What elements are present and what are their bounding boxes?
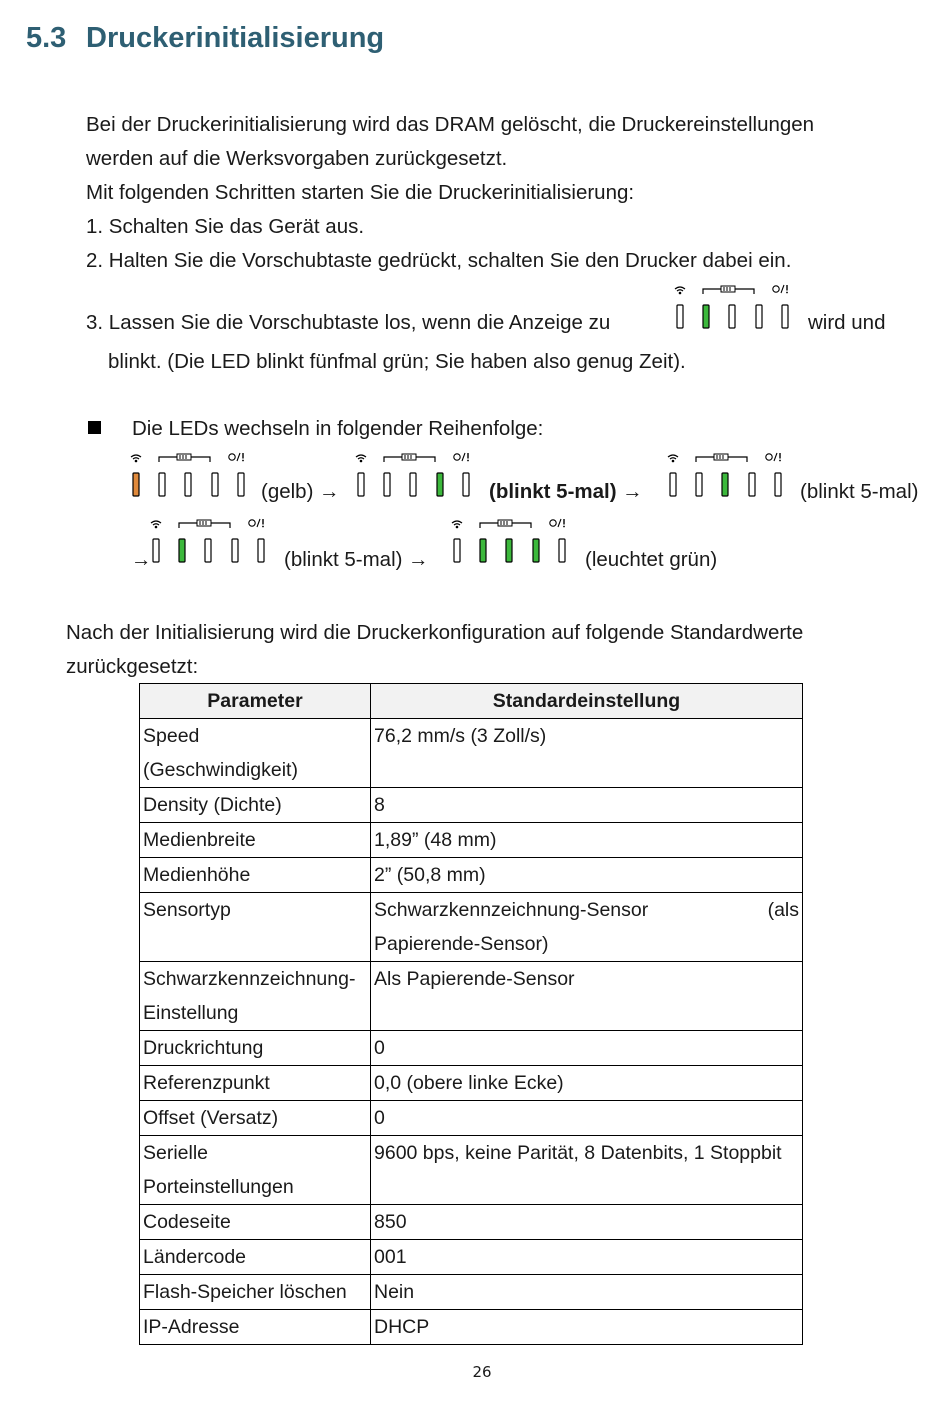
led-off xyxy=(153,539,159,562)
led-off xyxy=(232,539,238,562)
value-cell: 1,89” (48 mm) xyxy=(371,823,803,858)
battery-icon xyxy=(480,520,531,528)
header-parameter: Parameter xyxy=(140,684,371,719)
led-panel-seq-4 xyxy=(148,518,268,568)
value-cell: 0,0 (obere linke Ecke) xyxy=(371,1066,803,1101)
led-green xyxy=(703,305,709,328)
wifi-icon xyxy=(356,455,366,462)
table-row xyxy=(140,719,803,788)
section-number: 5.3 xyxy=(26,22,67,54)
value-cell: 8 xyxy=(371,788,803,823)
led-off xyxy=(677,305,683,328)
param-cell: Schwarzkennzeichnung- Einstellung xyxy=(140,962,371,1031)
intro-line-3: Mit folgenden Schritten starten Sie die Druckerinitialisierung: xyxy=(86,181,635,204)
seq-label-1: (gelb) → xyxy=(261,480,340,503)
led-off xyxy=(670,473,676,496)
value-cell: 0 xyxy=(371,1031,803,1066)
param-cell: Codeseite xyxy=(140,1205,371,1240)
battery-icon xyxy=(696,454,747,462)
led-green xyxy=(480,539,486,562)
table-row xyxy=(140,1205,803,1240)
battery-icon xyxy=(384,454,435,462)
wifi-icon xyxy=(131,455,141,462)
led-off xyxy=(238,473,244,496)
led-off xyxy=(782,305,788,328)
led-off xyxy=(358,473,364,496)
after-line-1: Nach der Initialisierung wird die Druckerkonfiguration auf folgende Standardwerte xyxy=(66,621,804,644)
step-3-continued: blinkt. (Die LED blinkt fünfmal grün; Sie haben also genug Zeit). xyxy=(108,350,686,373)
section-heading xyxy=(26,22,384,55)
value-cell: 2” (50,8 mm) xyxy=(371,858,803,893)
led-green xyxy=(722,473,728,496)
value-cell: 0 xyxy=(371,1101,803,1136)
value-cell: Als Papierende-Sensor xyxy=(371,962,803,1031)
led-panel-seq-5 xyxy=(449,518,569,568)
value-cell: Nein xyxy=(371,1275,803,1310)
intro-line-1: Bei der Druckerinitialisierung wird das DRAM gelöscht, die Druckereinstellungen xyxy=(86,113,815,136)
led-green xyxy=(437,473,443,496)
table-row xyxy=(140,1275,803,1310)
page-number: 26 xyxy=(472,1363,492,1381)
value-cell: 9600 bps, keine Parität, 8 Datenbits, 1 Stoppbit xyxy=(371,1136,803,1205)
param-cell: Medienhöhe xyxy=(140,858,371,893)
table-row xyxy=(140,1136,803,1205)
table-row xyxy=(140,1240,803,1275)
intro-line-2: werden auf die Werksvorgaben zurückgesetzt. xyxy=(86,147,508,170)
led-off xyxy=(205,539,211,562)
step-1: 1. Schalten Sie das Gerät aus. xyxy=(86,215,365,238)
param-cell: Referenzpunkt xyxy=(140,1066,371,1101)
table-row xyxy=(140,858,803,893)
table-header-row xyxy=(140,684,803,719)
param-cell: Medienbreite xyxy=(140,823,371,858)
error-icon xyxy=(229,453,244,461)
param-cell: Offset (Versatz) xyxy=(140,1101,371,1136)
seq-label-2: (blinkt 5-mal) → xyxy=(489,480,643,503)
table-row xyxy=(140,1031,803,1066)
value-cell: 76,2 mm/s (3 Zoll/s) xyxy=(371,719,803,788)
error-icon xyxy=(550,519,565,527)
arrow-icon: → xyxy=(622,480,643,503)
step-3-end: wird und xyxy=(808,311,886,334)
led-green xyxy=(533,539,539,562)
led-off xyxy=(775,473,781,496)
wifi-icon xyxy=(452,521,462,528)
battery-icon xyxy=(179,520,230,528)
error-icon xyxy=(773,285,788,293)
section-title: Druckerinitialisierung xyxy=(86,22,385,54)
table-row xyxy=(140,962,803,1031)
header-default: Standardeinstellung xyxy=(371,684,803,719)
wifi-icon xyxy=(668,455,678,462)
value-cell: Schwarzkennzeichnung-Sensor (als Papierende-Sensor) xyxy=(371,893,803,962)
led-off xyxy=(559,539,565,562)
led-panel-step3 xyxy=(672,284,792,334)
param-cell: Flash-Speicher löschen xyxy=(140,1275,371,1310)
error-icon xyxy=(766,453,781,461)
sequence-intro: Die LEDs wechseln in folgender Reihenfolge: xyxy=(132,417,544,440)
led-green xyxy=(179,539,185,562)
error-icon xyxy=(249,519,264,527)
arrow-icon: → xyxy=(131,548,152,571)
param-cell: Sensortyp xyxy=(140,893,371,962)
led-panel-seq-3 xyxy=(665,452,785,502)
value-cell: 850 xyxy=(371,1205,803,1240)
param-cell: Serielle Porteinstellungen xyxy=(140,1136,371,1205)
led-off xyxy=(384,473,390,496)
error-icon xyxy=(454,453,469,461)
table-row xyxy=(140,1066,803,1101)
led-off xyxy=(729,305,735,328)
table-row xyxy=(140,823,803,858)
table-row xyxy=(140,788,803,823)
wifi-icon xyxy=(151,521,161,528)
led-off xyxy=(410,473,416,496)
param-cell: Ländercode xyxy=(140,1240,371,1275)
led-green xyxy=(506,539,512,562)
step-2: 2. Halten Sie die Vorschubtaste gedrückt, schalten Sie den Drucker dabei ein. xyxy=(86,249,792,272)
value-cell: DHCP xyxy=(371,1310,803,1345)
wifi-icon xyxy=(675,287,685,294)
param-cell: Speed (Geschwindigkeit) xyxy=(140,719,371,788)
default-settings-table xyxy=(139,683,803,1345)
param-cell: Druckrichtung xyxy=(140,1031,371,1066)
seq-label-5: (leuchtet grün) xyxy=(585,548,718,571)
led-off xyxy=(696,473,702,496)
param-cell: IP-Adresse xyxy=(140,1310,371,1345)
led-off xyxy=(258,539,264,562)
after-line-2: zurückgesetzt: xyxy=(66,655,199,678)
table-row xyxy=(140,1101,803,1136)
table-row xyxy=(140,1310,803,1345)
bullet-square xyxy=(88,421,101,434)
led-off xyxy=(212,473,218,496)
arrow-icon: → xyxy=(408,548,429,571)
table-row xyxy=(140,893,803,962)
led-off xyxy=(185,473,191,496)
led-orange xyxy=(133,473,139,496)
step-3-start: 3. Lassen Sie die Vorschubtaste los, wenn die Anzeige zu xyxy=(86,311,611,334)
led-off xyxy=(749,473,755,496)
seq-label-3: (blinkt 5-mal) xyxy=(800,480,919,503)
led-off xyxy=(463,473,469,496)
seq-label-4: (blinkt 5-mal) → xyxy=(284,548,429,571)
led-panel-seq-1 xyxy=(128,452,248,502)
led-off xyxy=(756,305,762,328)
battery-icon xyxy=(703,286,754,294)
led-panel-seq-2 xyxy=(353,452,473,502)
param-cell: Density (Dichte) xyxy=(140,788,371,823)
arrow-icon: → xyxy=(319,480,340,503)
battery-icon xyxy=(159,454,210,462)
led-off xyxy=(159,473,165,496)
value-cell: 001 xyxy=(371,1240,803,1275)
led-off xyxy=(454,539,460,562)
